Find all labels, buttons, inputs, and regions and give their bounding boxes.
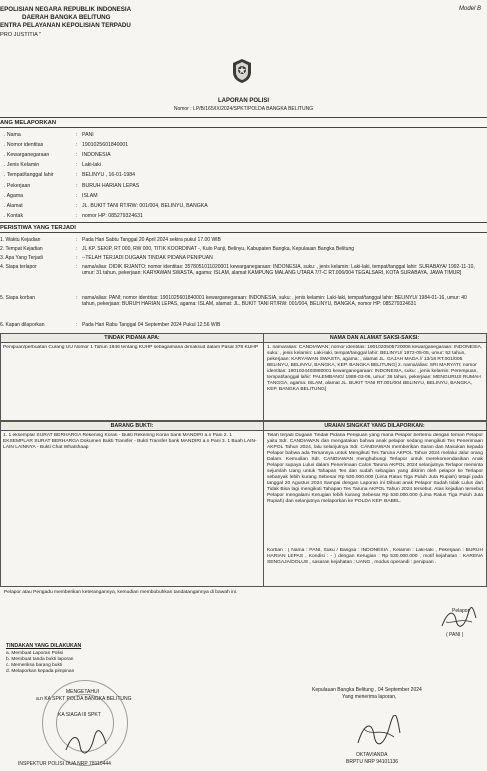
report-title: LAPORAN POLISI <box>217 98 269 104</box>
header-uraian: URAIAN SINGKAT YANG DILAPORKAN: <box>263 422 486 431</box>
header-line-1: EPOLISIAN NEGARA REPUBLIK INDONESIA <box>0 6 132 13</box>
saksi-text: 1. nama/alias: CANDIAWAN; nomor identitas: 1901020505720006 kewarganegaraan: INDONESIA, suku: , jenis kelamin: Laki-laki, tempat/tanggal lahir: BELINYU/ 1972-05-05, umur: 52 tahun, pekerjaan: KARYAWAN SWASTA, agama: , alamat JL. GAJAH MADA // 13/18 RT.001/005 BELINYU, BELINYU, BANGKA, KEP. BANGKA BELITUNG] 2. nama/alias: SRI MARYATI; nomor identitas: 1901024403880001 kewarganegaraan: INDONESIA, suku: , jenis kelamin: Perempuan, tempat/tanggal lahir: PALEMBANG/ 1988-03-06, umur: 36 tahun, pekerjaan: MENGURUS RUMAH TANGGA, agama: ISLAM, alamat JL. BUKIT TANI RT.001/004 BELINYU, BELINYU, BANGKA, KEP. BANGKA BELITUNG] <box>267 345 483 392</box>
report-number: Nomor : LP/B/165/IX/2024/SPKT/POLDA BANGKA BELITUNG <box>173 106 314 112</box>
separator: : <box>76 162 78 169</box>
pelapor-row-value: nomor HP: 085279324631 <box>82 212 143 219</box>
table-barang-bukti <box>0 421 487 587</box>
tindakan-item: d. Melaporkan kepada pimpinan <box>6 669 75 674</box>
yang-menerima-label: Yang menerima laporan, <box>342 694 397 700</box>
pelapor-row-value: PANI <box>82 132 94 138</box>
pelapor-row-label: . Nama <box>4 132 21 138</box>
divider <box>0 127 487 128</box>
police-report-page: EPOLISIAN NEGARA REPUBLIK INDONESIA DAERAH BANGKA BELITUNG ENTRA PELAYANAN KEPOLISIAN TERPADU PRO JUSTITIA " Model B LAPORAN POLISI Nomor : LP/B/165/IX/2024/SPKT/POLDA BANGKA BELITUNG ANG MELAPORKAN . Nama : PANI . Nomor identitas : 1901025601840001 . Kewarganegaraan : INDONESIA . Jenis Kelamin : Laki-laki . Tempat/tanggal lahir : BELINYU , 16-01-1984 . Pekerjaan : BURUH HARIAN LEPAS . Agama : ISLAM . Alamat : JL. BUKIT TANI RT/RW: 001/004, BELINYU, BANGKA . Kontak : nomor HP: 085279324631 PERISTIWA YANG TERJADI 1. Waktu Kejadian : Pada Hari Sabtu Tanggal 20 April 2024 sekira pukul 17.00 WIB 2. Tempat Kejadian : JL KP. SEKIP, RT 000, RW 000, TITIK KOORDINAT -, Kulo Panji, Belinyu, Kabupaten Bangka, Kepulauan Bangka Belitung 3. Apa Yang Terjadi : --TELAH TERJADI DUGAAN TINDAK PIDANA PENIPUAN 4. Siapa terlapor : nama/alias: DIDIK IRJANTO; nomor identitas: 3578051011020001 kewarganegaraan: INDONESIA, suku: , jenis kelamin: Laki-laki, tempat/tanggal lahir: SURABAYA/ 1992-11-10, umur: 31 tahun, pekerjaan: KARYAWAN SWASTA, agama: ISLAM, alamat KAMPUNG MALANG UTARA 7/7-C RT.006/004 TEGALSARI, KOTA SURABAYA, JAWA TIMUR] 5. Siapa korban : nama/alias: PANI; nomor identitas: 1901025601840001 kewarganegaraan: INDONESIA, suku: , jenis kelamin: Laki-laki, tempat/tanggal lahir: BELINYU/ 1984-01-16, umur: 40 tahun, pekerjaan: BURUH HARIAN LEPAS, agama: ISLAM, alamat: JL. BUKIT TANI RT/RW: 001/004, BELINYU, BANGKA, nomor HP: 085279324631 6. Kapan dilaporkan : Pada Hari Rabu Tanggal 04 September 2024 Pukul 12.56 WIB TINDAK PIDANA APA: NAMA DAN ALAMAT SAKSI-SAKSI: Penipuan/perbuatan Curang UU Nomor 1 Tahun 1946 tentang KUHP sebagaimana dimaksud dalam Pasal 378 KUHP 1. nama/alias: CANDIAWAN; nomor identitas: 1901020505720006 kewarganegaraan: INDONESIA, suku: , jenis kelamin: Laki-laki, tempat/tanggal lahir: BELINYU/ 1972-05-05, umur: 52 tahun, pekerjaan: KARYAWAN SWASTA, agama: , alamat JL. GAJAH MADA // 13/18 RT.001/005 BELINYU, BELINYU, BANGKA, KEP. BANGKA BELITUNG] 2. nama/alias: SRI MARYATI; nomor identitas: 1901024403880001 kewarganegaraan: INDONESIA, suku: , jenis kelamin: Perempuan, tempat/tanggal lahir: PALEMBANG/ 1988-03-06, umur: 36 tahun, pekerjaan: MENGURUS RUMAH TANGGA, agama: ISLAM, alamat JL. BUKIT TANI RT.001/004 BELINYU, BELINYU, BANGKA, KEP. BANGKA BELITUNG] BARANG BUKTI: URAIAN SINGKAT YANG DILAPORKAN: 1. 1 eksemplar SURAT BERHARGA Rekening Koran - Bukti Rekening Koran bank MANDIRI a.n Pani 2. 1 EKSEMPLAR SURAT BERHARGA Dokumen Bukti Transfer - Bukti Transfer bank MANDIRI a.n Pani 3. 1 Buah LAIN-LAIN LAINNYA - Bukti Chat Whatshaap Telah terjadi Dugaan Tindak Pidana Penipuan yang mana Pelapor bertemu dengan teman Pelapor yaitu Sdr. CANDIAWAN dan mengatakan bahwa anak pelapor sedang mengikuti Tes Penerimaan AKPOL Tahun 2024, lalu selanjutnya Sdr. CANDIAWAN memberikan Saran dan Masukan kepada Pelapor bahwa ada Temannya untuk Mengikuti Tes Taruna AKPOL Tahun 2024 melalui Jalur orang Dalam. Kemudian Sdr. CANDIAWAN menghubungi Terlapor untuk merekomendasikan Anak Pelapor supaya Lulus dalam Penerimaan Calon Taruna AKPOL 2024 selanjutnya Terlapor meminta sejumlah Uang untuk Tahapan Tes dan sudah sebagian yang dikirim oleh pelapor ke Terlapor sebanyak lebih kurang Sebesar Rp 530.000.000 (Lima Ratus Tiga Puluh Juta Rupiah) tetapi pada tanggal 20 Agustus 2024 Sampai dengan Laporan ini Dibuat anak Pelapor Sudah tidak Lulus dan Tidak Bisa lagi mengikuti Tahapan Tes Taruna AKPOL Tahun 2024 tersebut. Atas kejadian tersebut Pelapor mengalami Kerugian lebih kurang Sebesar Rp 530.000.000 (Lima Ratus Tiga Puluh Juta Rupiah) dan selanjutnya melaporkan ke POLDA KEP. BABEL. Korban : ( Nama : PANI, Suku / Bangsa : INDONESIA , Kelamin : Laki-laki , Pekerjaan : BURUH HARIAN LEPAS , Kondisi : - ) dengan Kerugian : Rp 530.000.000 , motif kejahatan : KARENA SENGAJA/DOLUS , sasaran kejahatan : UANG , modus operandi : penipuan . Pelapor atau Pengadu memberikan keterangannya, kemudian membubuhkan tandatangannya di bawah ini. Pelapor ( PANI ) TINDAKAN YANG DILAKUKAN a. Membuat Laporan Polisi b. Membuat tanda bukti laporan c. Memeriksa barang bukti d. Melaporkan kepada pimpinan MENGETAHUI a.n KA SPKT POLDA BANGKA BELITUNG KA SIAGA III SPKT INSPEKTUR POLISI DUA NRP 78110444 Kepulauan Bangka Belitung , 04 September 2024 Yang menerima laporan, OKTAVIANDA BRPTU NRP 94101136 <box>0 0 487 771</box>
header-line-2: DAERAH BANGKA BELITUNG <box>22 14 111 21</box>
pelapor-row-label: . Tempat/tanggal lahir <box>4 172 54 179</box>
pelapor-row-value: BELINYU , 16-01-1984 <box>82 172 136 179</box>
separator: : <box>76 172 78 179</box>
tindak-pidana-text: Penipuan/perbuatan Curang UU Nomor 1 Tahun 1946 tentang KUHP sebagaimana dimaksud dalam Pasal 378 KUHP <box>3 345 259 350</box>
statement-text: Pelapor atau Pengadu memberikan keterangannya, kemudian membubuhkan tandatangannya di bawah ini. <box>4 590 238 595</box>
pelapor-row-value: 1901025601840001 <box>82 142 129 149</box>
pelapor-name: ( PANI ) <box>446 632 464 638</box>
header-tindak-pidana: TINDAK PIDANA APA: <box>1 334 264 343</box>
header-pro-justitia: PRO JUSTITIA " <box>0 32 42 38</box>
pelapor-row-value: INDONESIA <box>82 152 111 159</box>
right-signature-icon <box>350 715 404 751</box>
tindakan-title: TINDAKAN YANG DILAKUKAN <box>6 643 82 649</box>
right-signer-nrp: BRPTU NRP 94101136 <box>346 759 399 765</box>
pelapor-row-value: ISLAM <box>82 192 98 199</box>
separator: : <box>76 182 78 189</box>
pelapor-row-label: . Agama <box>4 192 24 199</box>
pelapor-row-label: . Kontak <box>4 212 24 219</box>
place-date: Kepulauan Bangka Belitung , 04 September 2024 <box>312 687 422 693</box>
pelapor-row-value: Laki-laki <box>82 162 102 169</box>
header-line-3: ENTRA PELAYANAN KEPOLISIAN TERPADU <box>0 22 131 29</box>
pelapor-row-label: . Kewarganegaraan <box>4 152 50 159</box>
separator: : <box>76 212 78 219</box>
pelapor-row-label: . Nomor identitas <box>4 142 44 149</box>
table-tindak-pidana <box>0 333 487 421</box>
right-signer-name: OKTAVIANDA <box>356 752 388 758</box>
separator: : <box>76 202 78 209</box>
separator: : <box>76 132 78 138</box>
pelapor-row-value: BURUH HARIAN LEPAS <box>82 182 140 189</box>
korban-summary-text: Korban : ( Nama : PANI, Suku / Bangsa : INDONESIA , Kelamin : Laki-laki , Pekerjaan : BURUH HARIAN LEPAS , Kondisi : - ) dengan Kerugian : Rp 530.000.000 , motif kejahatan : KARENA SENGAJA/DOLUS , sasaran kejahatan : UANG , modus operandi : penipuan . <box>267 548 483 565</box>
separator: : <box>76 142 78 149</box>
police-emblem-icon <box>230 58 254 84</box>
model-label: Model B <box>458 6 481 12</box>
pelapor-label: Pelapor <box>452 608 470 614</box>
tindakan-item: c. Memeriksa barang bukti <box>6 663 63 668</box>
left-signature-icon <box>60 728 110 758</box>
section-pelapor-title: ANG MELAPORKAN <box>0 120 57 126</box>
pelapor-signature-icon <box>438 606 478 632</box>
divider <box>0 232 487 233</box>
uraian-text: Telah terjadi Dugaan Tindak Pidana Penipuan yang mana Pelapor bertemu dengan teman Pelapor yaitu Sdr. CANDIAWAN dan mengatakan bahwa anak pelapor sedang mengikuti Tes Penerimaan AKPOL Tahun 2024, lalu selanjutnya Sdr. CANDIAWAN memberikan Saran dan Masukan kepada Pelapor bahwa ada Temannya untuk Mengikuti Tes Taruna AKPOL Tahun 2024 melalui Jalur orang Dalam. Kemudian Sdr. CANDIAWAN menghubungi Terlapor untuk merekomendasikan Anak Pelapor supaya Lulus dalam Penerimaan Calon Taruna AKPOL 2024 selanjutnya Terlapor meminta sejumlah Uang untuk Tahapan Tes dan sudah sebagian yang dikirim oleh pelapor ke Terlapor sebanyak lebih kurang Sebesar Rp 530.000.000 (Lima Ratus Tiga Puluh Juta Rupiah) tetapi pada tanggal 20 Agustus 2024 Sampai dengan Laporan ini Dibuat anak Pelapor Sudah tidak Lulus dan Tidak Bisa lagi mengikuti Tahapan Tes Taruna AKPOL Tahun 2024 tersebut. Atas kejadian tersebut Pelapor mengalami Kerugian lebih kurang Sebesar Rp 530.000.000 (Lima Ratus Tiga Puluh Juta Rupiah) dan selanjutnya melaporkan ke POLDA KEP. BABEL. <box>267 433 483 504</box>
tindakan-item: b. Membuat tanda bukti laporan <box>6 657 74 662</box>
separator: : <box>76 152 78 159</box>
separator: : <box>76 192 78 199</box>
pelapor-row-label: . Jenis Kelamin <box>4 162 40 169</box>
divider <box>0 222 487 223</box>
header-saksi: NAMA DAN ALAMAT SAKSI-SAKSI: <box>263 334 486 343</box>
pelapor-row-value: JL. BUKIT TANI RT/RW: 001/004, BELINYU, BANGKA <box>82 202 208 209</box>
tindakan-item: a. Membuat Laporan Polisi <box>6 651 64 656</box>
pelapor-row-label: . Pekerjaan <box>4 182 31 189</box>
ka-spkt-label: a.n KA SPKT POLDA BANGKA BELITUNG <box>36 696 132 702</box>
mengetahui-label: MENGETAHUI <box>66 689 99 695</box>
ka-siaga-label: KA SIAGA III SPKT <box>58 712 101 718</box>
barang-bukti-text: 1. 1 eksemplar SURAT BERHARGA Rekening Koran - Bukti Rekening Koran bank MANDIRI a.n Pani 2. 1 EKSEMPLAR SURAT BERHARGA Dokumen Bukti Transfer - Bukti Transfer bank MANDIRI a.n Pani 3. 1 Buah LAIN-LAIN LAINNYA - Bukti Chat Whatshaap <box>3 433 257 450</box>
pelapor-row-label: . Alamat <box>4 202 23 209</box>
section-peristiwa-title: PERISTIWA YANG TERJADI <box>0 225 76 231</box>
left-signer-name: INSPEKTUR POLISI DUA NRP 78110444 <box>18 761 111 767</box>
divider <box>0 117 487 118</box>
header-barang-bukti: BARANG BUKTI: <box>1 422 264 431</box>
